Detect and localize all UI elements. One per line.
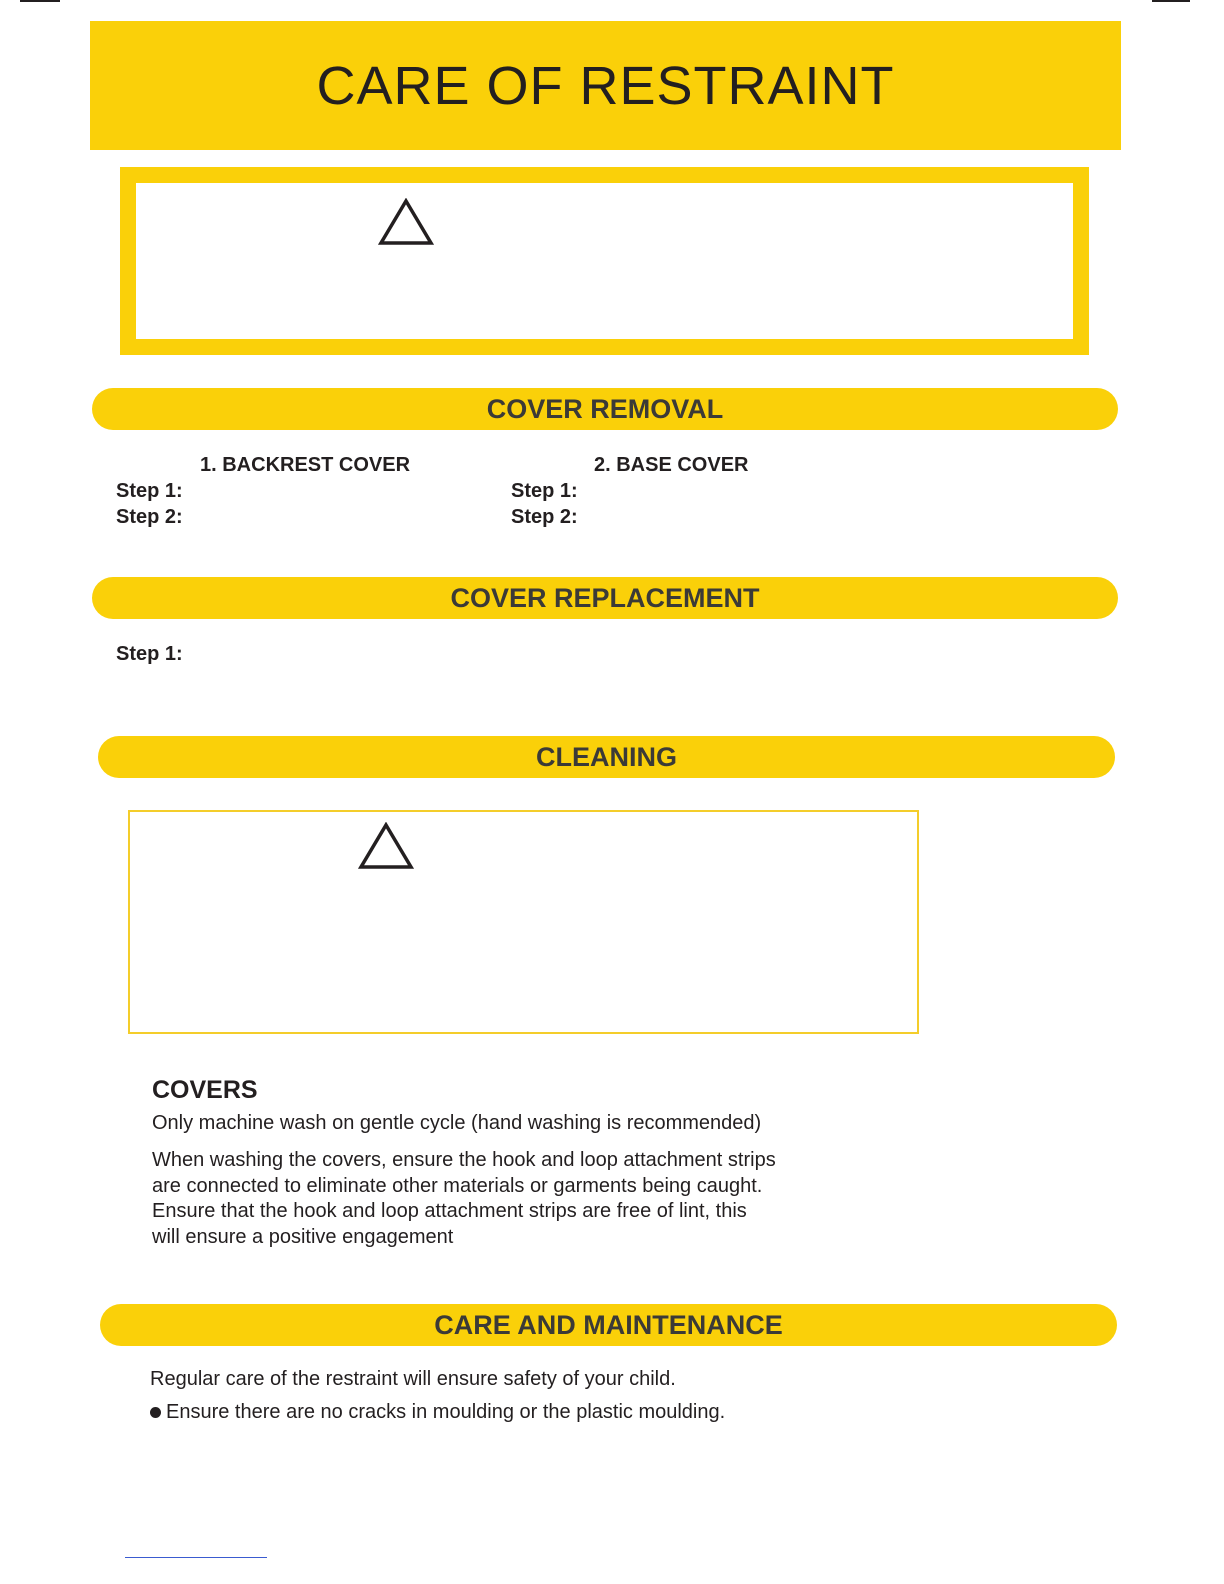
base-cover-title: 2. BASE COVER [594,454,749,476]
warning-box-top [120,167,1089,355]
covers-heading: COVERS [152,1076,258,1104]
title-banner [90,21,1121,150]
base-step-2: Step 2: [511,506,578,528]
warning-box-cleaning [128,810,919,1034]
top-edge-mark-right [1152,0,1190,2]
bullet-dot-icon [150,1407,161,1418]
backrest-step-1: Step 1: [116,480,183,502]
top-edge-mark-left [20,0,60,2]
care-intro: Regular care of the restraint will ensure safety of your child. [150,1368,676,1390]
warning-triangle-icon [358,822,414,870]
section-cover-removal [92,388,1118,430]
paragraph-line: Ensure that the hook and loop attachment strips are free of lint, this [152,1200,747,1222]
replacement-step-1: Step 1: [116,643,183,665]
paragraph-line: When washing the covers, ensure the hook and loop attachment strips [152,1149,776,1171]
section-heading: CLEANING [536,741,677,772]
section-care-maintenance [100,1304,1117,1346]
backrest-step-2: Step 2: [116,506,183,528]
section-heading: CARE AND MAINTENANCE [434,1309,783,1340]
backrest-cover-title: 1. BACKREST COVER [200,454,411,476]
page-title: CARE OF RESTRAINT [316,55,895,116]
section-cover-replacement [92,577,1118,619]
paragraph-line: are connected to eliminate other materials or garments being caught. [152,1174,763,1197]
section-heading: COVER REMOVAL [486,393,724,424]
wash-note: Only machine wash on gentle cycle (hand washing is recommended) [152,1112,762,1134]
warning-triangle-icon [378,198,434,246]
base-step-1: Step 1: [511,480,578,502]
paragraph-line: will ensure a positive engagement [152,1225,454,1248]
bottom-underline-mark [125,1557,267,1558]
bullet-text: Ensure there are no cracks in moulding or the plastic moulding. [166,1401,726,1423]
section-cleaning [98,736,1115,778]
section-heading: COVER REPLACEMENT [450,582,760,613]
washing-paragraph [152,1148,776,1250]
list-item [150,1401,725,1424]
